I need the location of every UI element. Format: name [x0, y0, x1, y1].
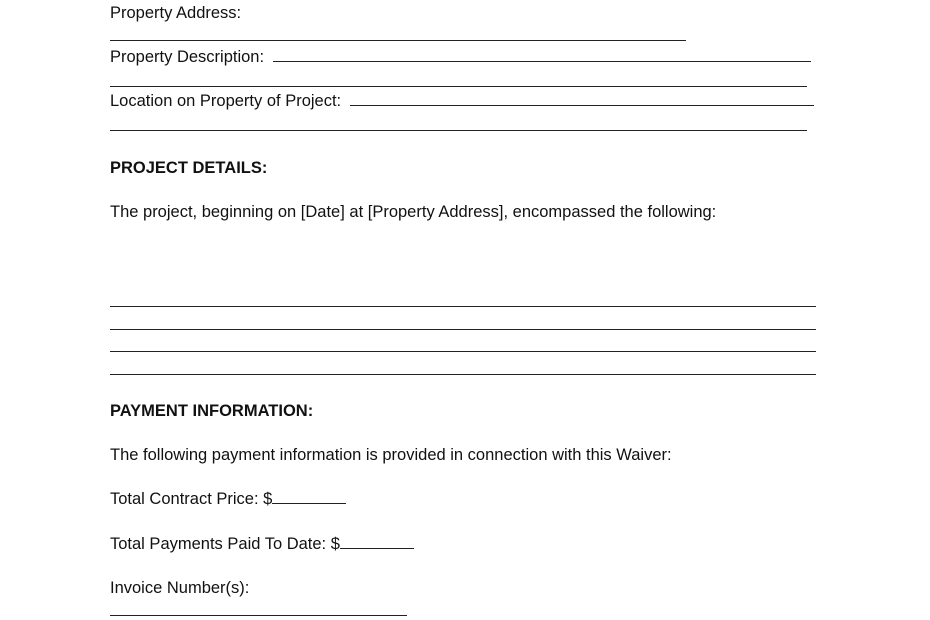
property-description-row [110, 47, 811, 67]
total-contract-price-row [110, 489, 346, 509]
location-line[interactable] [350, 91, 814, 106]
property-description-line[interactable] [273, 47, 811, 62]
total-contract-price-label: Total Contract Price: $ [110, 490, 273, 508]
total-payments-label: Total Payments Paid To Date: $ [110, 535, 340, 553]
project-details-line-4[interactable] [110, 374, 816, 375]
project-details-line-2[interactable] [110, 329, 816, 330]
project-details-heading: PROJECT DETAILS: [110, 159, 268, 177]
location-label: Location on Property of Project: [110, 92, 342, 110]
property-description-label: Property Description: [110, 48, 265, 66]
property-address-line[interactable] [110, 40, 686, 41]
invoice-numbers-line[interactable] [110, 615, 407, 616]
payment-information-intro: The following payment information is provided in connection with this Waiver: [110, 446, 672, 464]
project-details-line-3[interactable] [110, 351, 816, 352]
property-description-line-2[interactable] [110, 86, 807, 87]
project-details-line-1[interactable] [110, 306, 816, 307]
project-details-intro: The project, beginning on [Date] at [Property Address], encompassed the following: [110, 203, 717, 221]
total-payments-blank[interactable] [340, 534, 414, 549]
total-contract-price-blank[interactable] [272, 489, 346, 504]
location-line-2[interactable] [110, 130, 807, 131]
payment-information-heading: PAYMENT INFORMATION: [110, 402, 314, 420]
property-address-label: Property Address: [110, 4, 242, 22]
invoice-numbers-label: Invoice Number(s): [110, 579, 250, 597]
location-row [110, 91, 814, 111]
total-payments-row [110, 534, 414, 554]
